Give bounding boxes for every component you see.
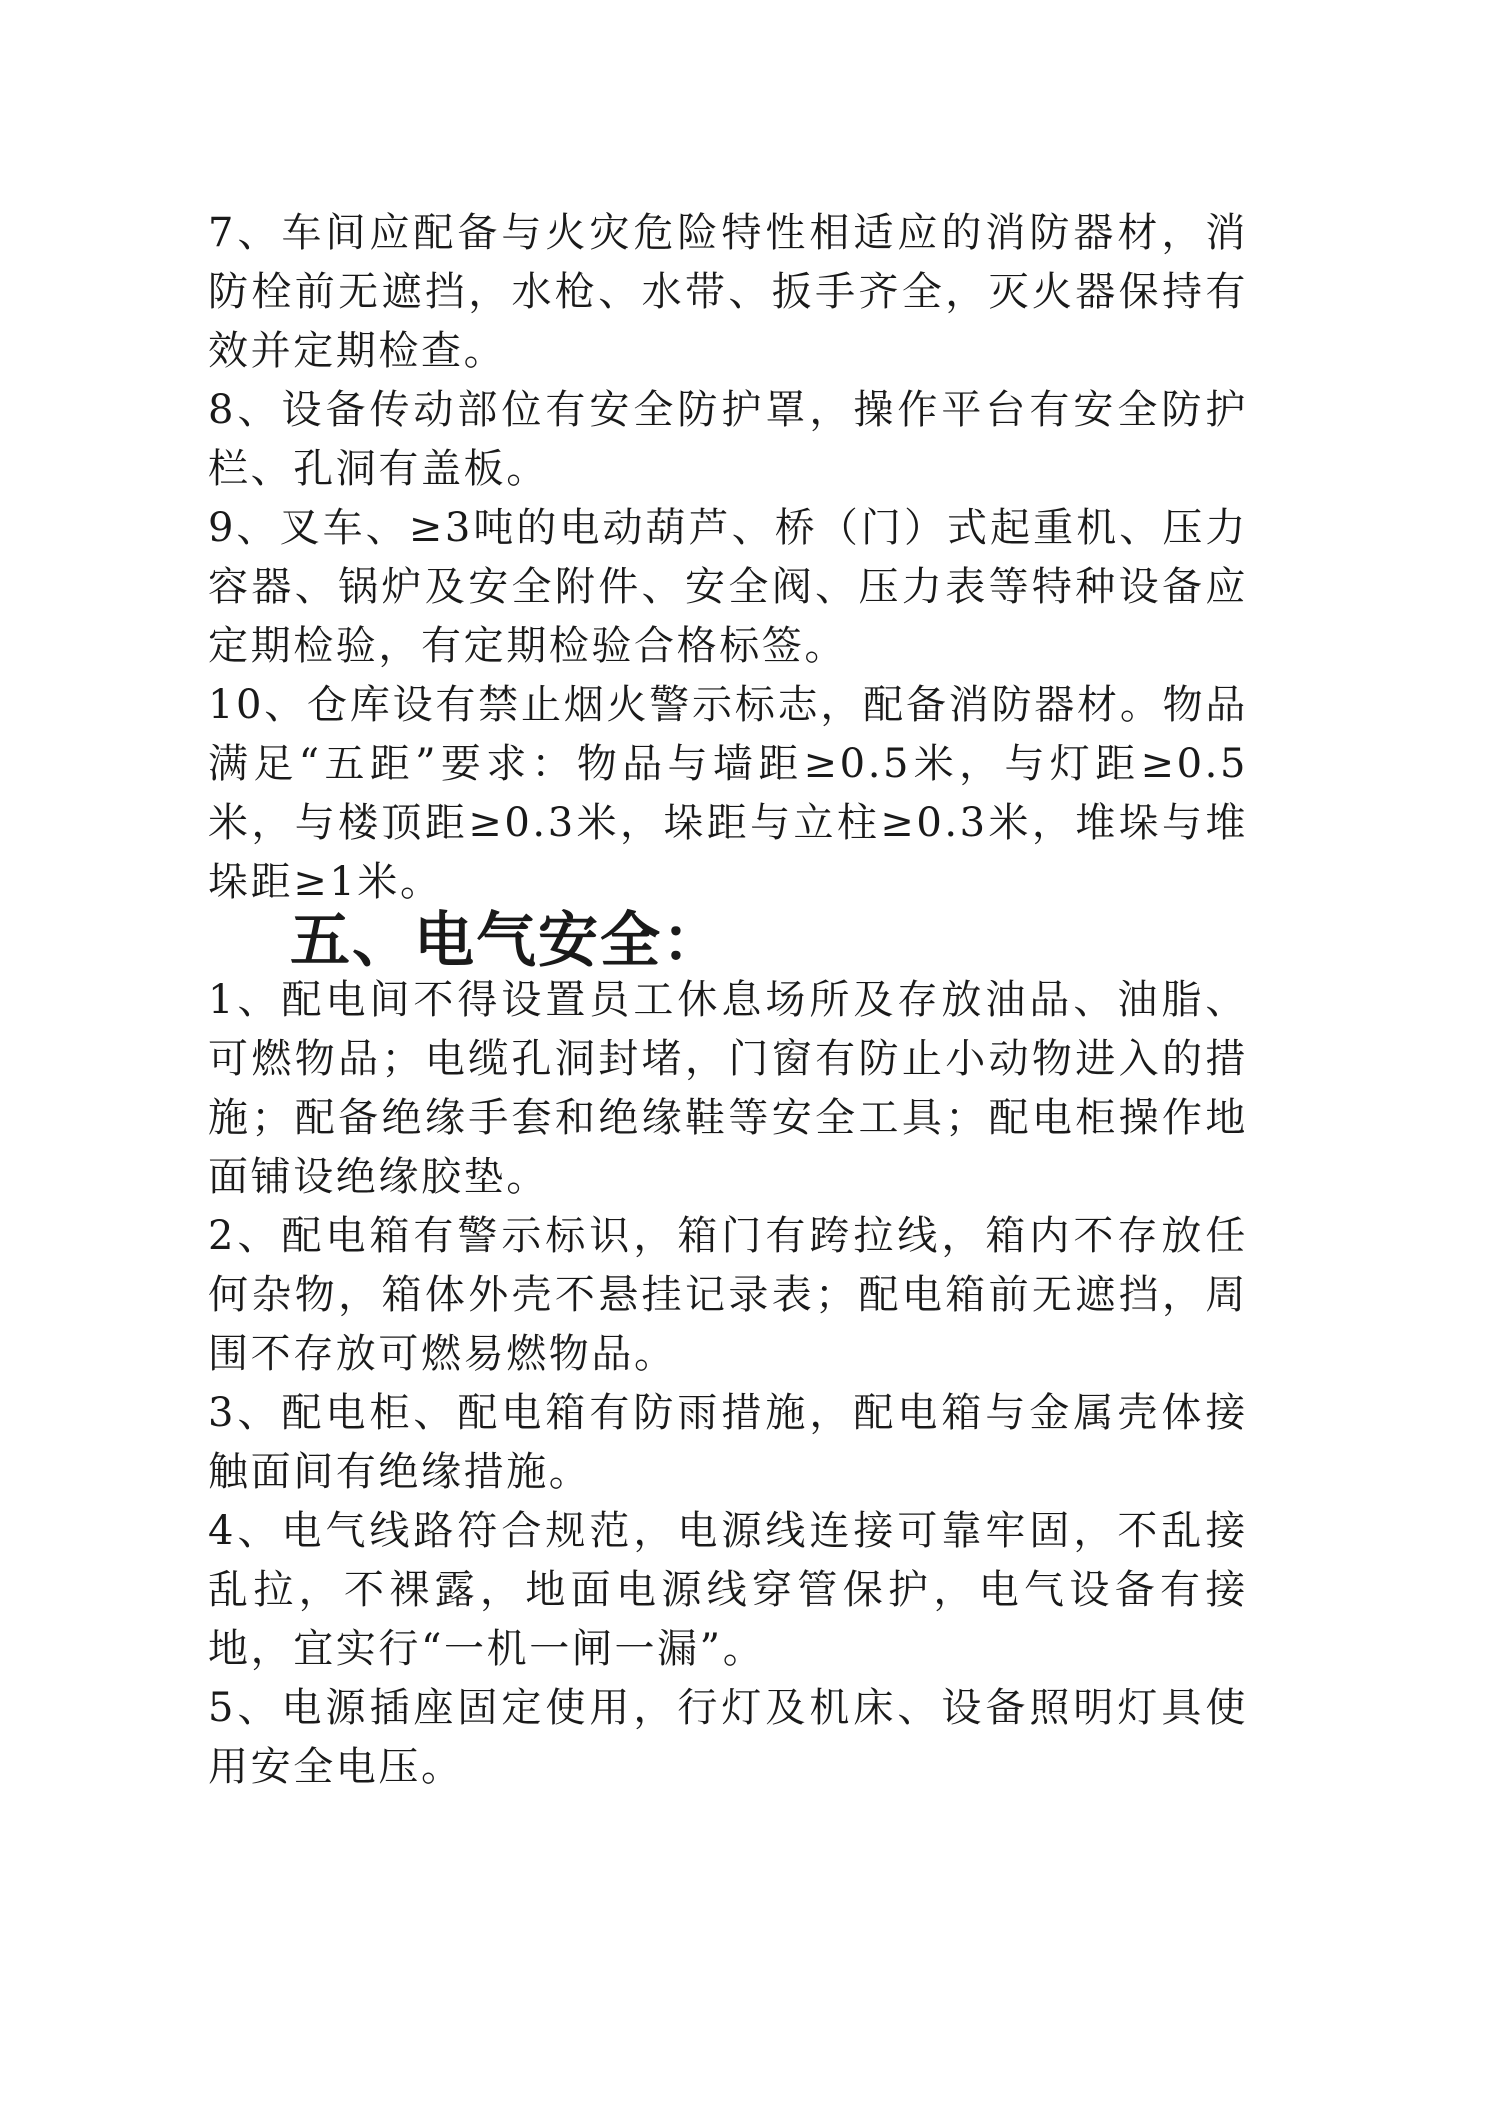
paragraph-item-1: 1、配电间不得设置员工休息场所及存放油品、油脂、可燃物品；电缆孔洞封堵，门窗有防止小动物进入的措施；配备绝缘手套和绝缘鞋等安全工具；配电柜操作地面铺设绝缘胶垫。 (208, 977, 1248, 1200)
paragraph-item-8: 8、设备传动部位有安全防护罩，操作平台有安全防护栏、孔洞有盖板。 (208, 387, 1248, 492)
section-heading-electrical-safety: 五、电气安全： (290, 906, 724, 976)
paragraph-item-5: 5、电源插座固定使用，行灯及机床、设备照明灯具使用安全电压。 (208, 1685, 1248, 1790)
paragraph-item-10: 10、仓库设有禁止烟火警示标志，配备消防器材。物品满足“五距”要求：物品与墙距≥0.5米，与灯距≥0.5米，与楼顶距≥0.3米，垛距与立柱≥0.3米，堆垛与堆垛距≥1米。 (208, 682, 1248, 905)
document-body (208, 204, 1248, 1797)
paragraph-item-4: 4、电气线路符合规范，电源线连接可靠牢固，不乱接乱拉，不裸露，地面电源线穿管保护，电气设备有接地，宜实行“一机一闸一漏”。 (208, 1508, 1248, 1672)
paragraph-item-9: 9、叉车、≥3吨的电动葫芦、桥（门）式起重机、压力容器、锅炉及安全附件、安全阀、压力表等特种设备应定期检验，有定期检验合格标签。 (208, 505, 1248, 669)
paragraph-item-2: 2、配电箱有警示标识，箱门有跨拉线，箱内不存放任何杂物，箱体外壳不悬挂记录表；配电箱前无遮挡，周围不存放可燃易燃物品。 (208, 1213, 1248, 1377)
paragraph-item-7: 7、车间应配备与火灾危险特性相适应的消防器材，消防栓前无遮挡，水枪、水带、扳手齐全，灭火器保持有效并定期检查。 (208, 210, 1248, 374)
paragraph-item-3: 3、配电柜、配电箱有防雨措施，配电箱与金属壳体接触面间有绝缘措施。 (208, 1390, 1248, 1495)
